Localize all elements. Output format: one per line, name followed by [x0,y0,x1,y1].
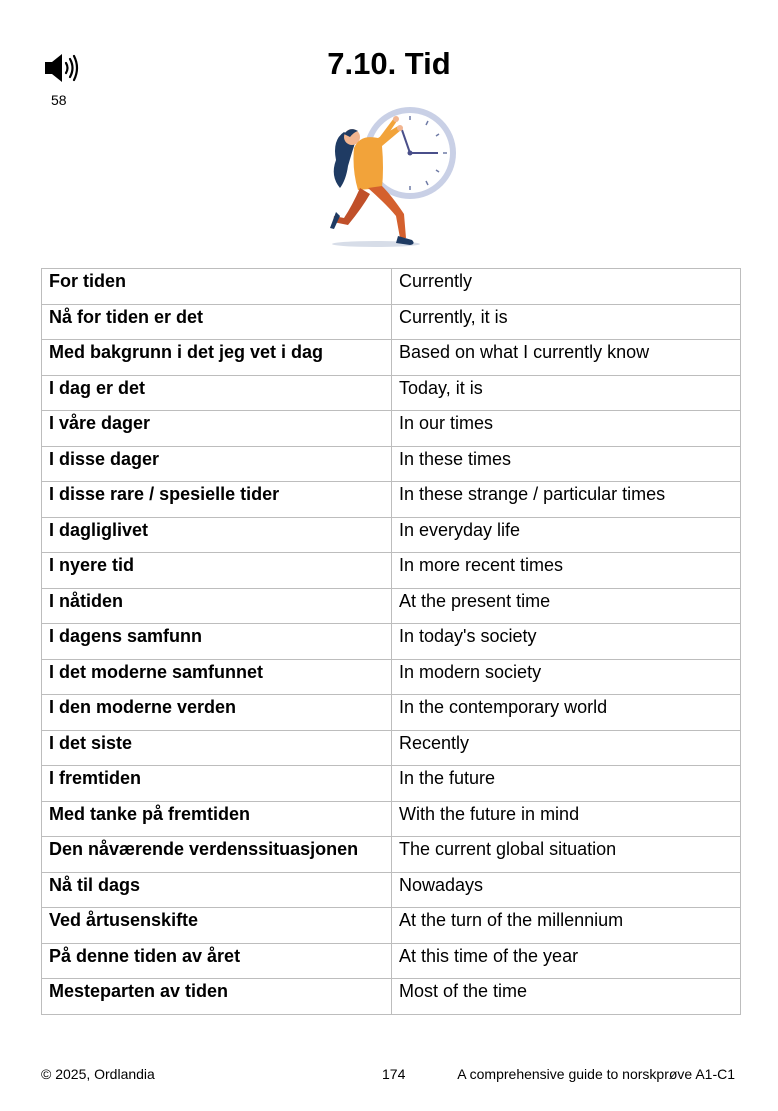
table-row [42,446,741,482]
audio-track-number: 58 [51,92,67,108]
footer-copyright: © 2025, Ordlandia [41,1066,155,1082]
table-row [42,659,741,695]
norwegian-phrase: Nå for tiden er det [42,304,392,340]
norwegian-phrase: I dag er det [42,375,392,411]
english-translation: Recently [392,730,741,766]
table-row [42,695,741,731]
norwegian-phrase: I dagens samfunn [42,624,392,660]
english-translation: In more recent times [392,553,741,589]
norwegian-phrase: Den nåværende verdenssituasjonen [42,837,392,873]
norwegian-phrase: Med tanke på fremtiden [42,801,392,837]
norwegian-phrase: I fremtiden [42,766,392,802]
table-row [42,979,741,1015]
table-row [42,482,741,518]
english-translation: In today's society [392,624,741,660]
table-row [42,340,741,376]
norwegian-phrase: Nå til dags [42,872,392,908]
table-row [42,730,741,766]
norwegian-phrase: I nyere tid [42,553,392,589]
english-translation: At the turn of the millennium [392,908,741,944]
norwegian-phrase: I dagliglivet [42,517,392,553]
english-translation: Nowadays [392,872,741,908]
table-row [42,766,741,802]
english-translation: In everyday life [392,517,741,553]
table-row [42,517,741,553]
english-translation: Currently, it is [392,304,741,340]
english-translation: Currently [392,269,741,305]
norwegian-phrase: Ved årtusenskifte [42,908,392,944]
norwegian-phrase: Mesteparten av tiden [42,979,392,1015]
table-row [42,872,741,908]
table-row [42,837,741,873]
norwegian-phrase: På denne tiden av året [42,943,392,979]
english-translation: At the present time [392,588,741,624]
norwegian-phrase: I nåtiden [42,588,392,624]
vocabulary-table [41,268,741,1015]
table-row [42,375,741,411]
english-translation: At this time of the year [392,943,741,979]
footer-book-title: A comprehensive guide to norskprøve A1-C1 [457,1066,735,1082]
table-row [42,624,741,660]
table-row [42,908,741,944]
table-row [42,943,741,979]
norwegian-phrase: I disse rare / spesielle tider [42,482,392,518]
english-translation: In the contemporary world [392,695,741,731]
table-row [42,588,741,624]
table-row [42,553,741,589]
table-row [42,801,741,837]
norwegian-phrase: I det siste [42,730,392,766]
english-translation: Most of the time [392,979,741,1015]
page-title: 7.10. Tid [327,46,451,81]
footer-page-number: 174 [382,1066,406,1082]
norwegian-phrase: I den moderne verden [42,695,392,731]
norwegian-phrase: I disse dager [42,446,392,482]
english-translation: The current global situation [392,837,741,873]
english-translation: With the future in mind [392,801,741,837]
english-translation: In modern society [392,659,741,695]
table-row [42,411,741,447]
english-translation: In these strange / particular times [392,482,741,518]
norwegian-phrase: I det moderne samfunnet [42,659,392,695]
english-translation: In our times [392,411,741,447]
english-translation: Based on what I currently know [392,340,741,376]
woman-pushing-clock-illustration [326,104,458,250]
table-row [42,304,741,340]
english-translation: In these times [392,446,741,482]
english-translation: In the future [392,766,741,802]
norwegian-phrase: For tiden [42,269,392,305]
norwegian-phrase: Med bakgrunn i det jeg vet i dag [42,340,392,376]
english-translation: Today, it is [392,375,741,411]
table-row [42,269,741,305]
norwegian-phrase: I våre dager [42,411,392,447]
